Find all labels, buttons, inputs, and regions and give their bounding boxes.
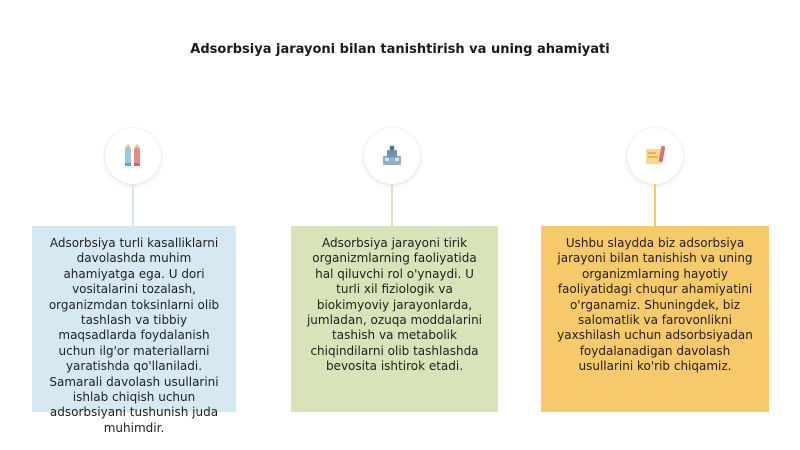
connector-line (391, 184, 393, 226)
card-text: Adsorbsiya jarayoni tirik organizmlarning faoliyatida hal qiluvchi rol o'ynaydi. U turli xil fiziologik va biokimyoviy jarayonlarda, jumladan, ozuqa moddalarini tashish va metabolik chiqindilarni olib tashlashda bevosita ishtirok etadi. (306, 236, 483, 374)
connector-line (654, 184, 656, 226)
info-card-2 (291, 226, 498, 412)
card-text: Adsorbsiya turli kasalliklarni davolashda muhim ahamiyatga ega. U dori vositalarini tozalash, organizmdan toksinlarni olib tashlash va tibbiy maqsadlarda foydalanish uchun ilg'or materiallarni yaratishda qo'llaniladi. Samarali davolash usullarini ishlab chiqish uchun adsorbsiyani tushunish juda muhimdir. (48, 236, 220, 435)
document-pencil-icon (627, 128, 683, 184)
lab-equipment-icon (364, 128, 420, 184)
connector-line (132, 184, 134, 226)
slide-title: Adsorbsiya jarayoni bilan tanishtirish va uning ahamiyati (190, 42, 610, 57)
pencils-icon (105, 128, 161, 184)
info-card-3 (541, 226, 769, 412)
info-card-1 (32, 226, 236, 435)
card-text: Ushbu slaydda biz adsorbsiya jarayoni bilan tanishish va uning organizmlarning hayotiy faoliyatidagi chuqur ahamiyatini o'rganamiz. Shuningdek, biz salomatlik va farovonlikni yaxshilash uchun adsorbsiyadan foydalanadigan davolash usullarini ko'rib chiqamiz. (557, 236, 753, 374)
